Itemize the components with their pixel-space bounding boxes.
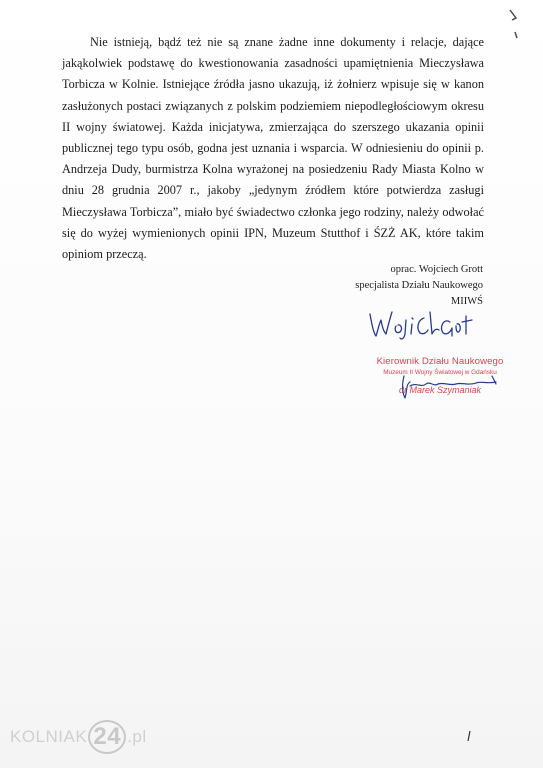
body-text bbox=[62, 32, 484, 265]
watermark-suffix: .pl bbox=[127, 727, 147, 746]
prepared-by: oprac. Wojciech Grott bbox=[390, 264, 483, 275]
head-signature bbox=[396, 372, 506, 402]
stamp-title: Kierownik Działu Naukowego bbox=[376, 356, 504, 367]
edge-mark bbox=[507, 8, 521, 40]
watermark-number: 24 bbox=[88, 720, 126, 754]
watermark-prefix: KOLNIAK bbox=[10, 727, 88, 746]
stamp-name: dr Marek Szymaniak bbox=[398, 385, 482, 395]
stamp-institution: Muzeum II Wojny Światowej w Gdańsku bbox=[383, 369, 497, 376]
pen-mark bbox=[466, 730, 472, 742]
signature-block bbox=[263, 262, 483, 310]
author-signature bbox=[364, 306, 494, 342]
author-institution: MIIWŚ bbox=[450, 296, 483, 307]
author-role: specjalista Działu Naukowego bbox=[355, 280, 483, 291]
watermark-logo bbox=[10, 722, 147, 752]
main-paragraph: Nie istnieją, bądź też nie są znane żadne inne dokumenty i relacje, dające jakąkolwiek podstawę do kwestionowania zasadności upamiętnienia Mieczysława Torbicza w Kolnie. Istniejące źródła jasno ukazują, iż żołnierz wpisuje się w kanon zasłużonych postaci związanych z polskim podziemiem niepodległościowym okresu II wojny światowej. Każda inicjatywa, zmierzająca do szerszego ukazania opinii publicznej tego typu osób, godna jest uznania i wsparcia. W odniesieniu do opinii p. Andrzeja Dudy, burmistrza Kolna wyrażonej na posiedzeniu Rady Miasta Kolno w dniu 28 grudnia 2007 r., jakoby „jedynym źródłem które potwierdza zasługi Mieczysława Torbicza”, miało być świadectwo członka jego rodziny, należy odwołać się do wyżej wymienionych opinii IPN, Muzeum Stutthof i ŚZŻ AK, które takim opiniom przeczą. bbox=[62, 35, 484, 262]
